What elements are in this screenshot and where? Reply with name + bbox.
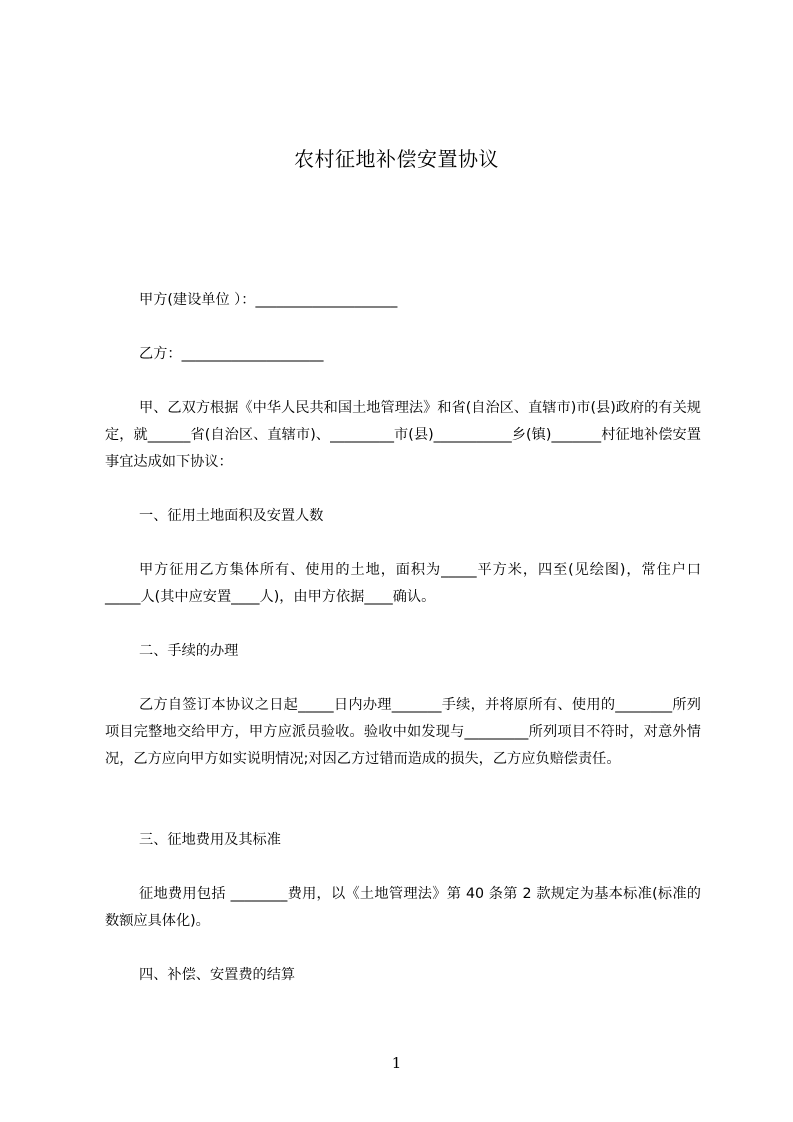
section-body-1: 甲方征用乙方集体所有、使用的土地，面积为_____平方米，四至(见绘图)，常住户口_____人(其中应安置____人)，由甲方依据____确认。 <box>105 562 701 605</box>
section-body-3: 征地费用包括 ________费用，以《土地管理法》第 40 条第 2 款规定为基本标准(标准的数额应具体化)。 <box>105 886 701 929</box>
party-b-line: 乙方：____________________ <box>139 346 324 362</box>
document-title: 农村征地补偿安置协议 <box>294 147 499 171</box>
preamble-paragraph: 甲、乙双方根据《中华人民共和国土地管理法》和省(自治区、直辖市)市(县)政府的有关规定，就______省(自治区、直辖市)、_________市(县)___________乡(镇)_______村征地补偿安置事宜达成如下协议： <box>105 400 701 470</box>
section-heading-1: 一、征用土地面积及安置人数 <box>139 508 324 524</box>
section-heading-4: 四、补偿、安置费的结算 <box>139 967 296 983</box>
section-body-2: 乙方自签订本协议之日起_____日内办理_______手续，并将原所有、使用的________所列项目完整地交给甲方，甲方应派员验收。验收中如发现与_________所列项目不符时，对意外情况，乙方应向甲方如实说明情况;对因乙方过错而造成的损失，乙方应负赔偿责任。 <box>105 697 701 767</box>
section-heading-2: 二、手续的办理 <box>139 643 239 659</box>
section-heading-3: 三、征地费用及其标准 <box>139 832 281 848</box>
party-a-line: 甲方(建设单位 ）：____________________ <box>139 292 398 308</box>
page-number: 1 <box>391 1054 402 1072</box>
